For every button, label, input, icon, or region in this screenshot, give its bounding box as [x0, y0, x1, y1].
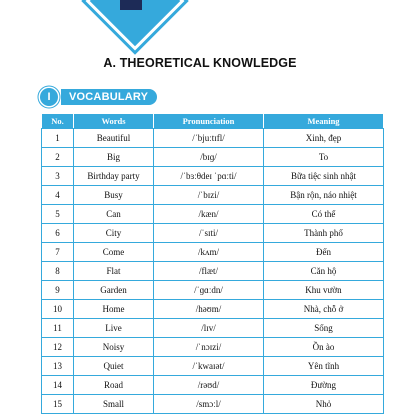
- cell-word: Quiet: [74, 357, 154, 376]
- cell-no: 7: [42, 243, 74, 262]
- cell-pronunciation: /ˈbɜːθdeɪ ˈpɑːti/: [154, 167, 264, 186]
- header-pronunciation: Pronunciation: [154, 114, 264, 129]
- cell-pronunciation: /kæn/: [154, 205, 264, 224]
- cell-no: 13: [42, 357, 74, 376]
- cell-no: 3: [42, 167, 74, 186]
- table-row: [42, 281, 384, 300]
- table-row: [42, 148, 384, 167]
- cell-pronunciation: /flæt/: [154, 262, 264, 281]
- cell-meaning: Đường: [264, 376, 384, 395]
- cell-pronunciation: /ˈnɔɪzi/: [154, 338, 264, 357]
- cell-no: 4: [42, 186, 74, 205]
- cell-word: Road: [74, 376, 154, 395]
- cell-no: 11: [42, 319, 74, 338]
- cell-word: Busy: [74, 186, 154, 205]
- cell-word: Flat: [74, 262, 154, 281]
- cell-pronunciation: /həʊm/: [154, 300, 264, 319]
- cell-meaning: Có thể: [264, 205, 384, 224]
- cell-no: 9: [42, 281, 74, 300]
- cell-meaning: Ồn ào: [264, 338, 384, 357]
- cell-meaning: Đến: [264, 243, 384, 262]
- cell-no: 1: [42, 129, 74, 148]
- cell-word: Come: [74, 243, 154, 262]
- cell-no: 5: [42, 205, 74, 224]
- cell-meaning: Khu vườn: [264, 281, 384, 300]
- cell-meaning: Sống: [264, 319, 384, 338]
- cell-no: 10: [42, 300, 74, 319]
- vocabulary-table: [41, 113, 384, 414]
- cell-word: Beautiful: [74, 129, 154, 148]
- table-row: [42, 167, 384, 186]
- unit-number-icon: [120, 0, 142, 10]
- cell-meaning: Bữa tiệc sinh nhật: [264, 167, 384, 186]
- cell-word: Home: [74, 300, 154, 319]
- cell-no: 2: [42, 148, 74, 167]
- table-row: [42, 300, 384, 319]
- cell-no: 15: [42, 395, 74, 414]
- cell-word: Live: [74, 319, 154, 338]
- section-title: A. THEORETICAL KNOWLEDGE: [103, 56, 297, 70]
- table-header-row: [42, 114, 384, 129]
- cell-pronunciation: /lɪv/: [154, 319, 264, 338]
- table-row: [42, 243, 384, 262]
- cell-pronunciation: /ˈkwaɪət/: [154, 357, 264, 376]
- cell-word: Can: [74, 205, 154, 224]
- table-row: [42, 205, 384, 224]
- cell-pronunciation: /ˈsɪti/: [154, 224, 264, 243]
- cell-no: 6: [42, 224, 74, 243]
- cell-meaning: Căn hộ: [264, 262, 384, 281]
- cell-word: City: [74, 224, 154, 243]
- cell-word: Noisy: [74, 338, 154, 357]
- cell-meaning: Thành phố: [264, 224, 384, 243]
- header-words: Words: [74, 114, 154, 129]
- table-row: [42, 186, 384, 205]
- header-meaning: Meaning: [264, 114, 384, 129]
- vocabulary-number: I: [40, 88, 58, 106]
- vocabulary-header: [40, 88, 157, 106]
- table-row: [42, 129, 384, 148]
- cell-meaning: Xinh, đẹp: [264, 129, 384, 148]
- table-row: [42, 224, 384, 243]
- cell-pronunciation: /bɪɡ/: [154, 148, 264, 167]
- table-row: [42, 376, 384, 395]
- cell-word: Big: [74, 148, 154, 167]
- cell-no: 8: [42, 262, 74, 281]
- cell-pronunciation: /ˈbɪzi/: [154, 186, 264, 205]
- cell-word: Small: [74, 395, 154, 414]
- header-no: No.: [42, 114, 74, 129]
- cell-pronunciation: /kʌm/: [154, 243, 264, 262]
- cell-meaning: To: [264, 148, 384, 167]
- cell-no: 14: [42, 376, 74, 395]
- table-row: [42, 357, 384, 376]
- cell-meaning: Bận rộn, náo nhiệt: [264, 186, 384, 205]
- table-row: [42, 395, 384, 414]
- cell-meaning: Nhà, chỗ ở: [264, 300, 384, 319]
- cell-pronunciation: /smɔːl/: [154, 395, 264, 414]
- cell-pronunciation: /rəʊd/: [154, 376, 264, 395]
- cell-pronunciation: /ˈbjuːtɪfl/: [154, 129, 264, 148]
- cell-no: 12: [42, 338, 74, 357]
- table-row: [42, 262, 384, 281]
- cell-meaning: Nhỏ: [264, 395, 384, 414]
- cell-word: Birthday party: [74, 167, 154, 186]
- table-row: [42, 319, 384, 338]
- cell-meaning: Yên tĩnh: [264, 357, 384, 376]
- cell-pronunciation: /ˈɡɑːdn/: [154, 281, 264, 300]
- vocabulary-label: VOCABULARY: [61, 89, 157, 105]
- cell-word: Garden: [74, 281, 154, 300]
- table-row: [42, 338, 384, 357]
